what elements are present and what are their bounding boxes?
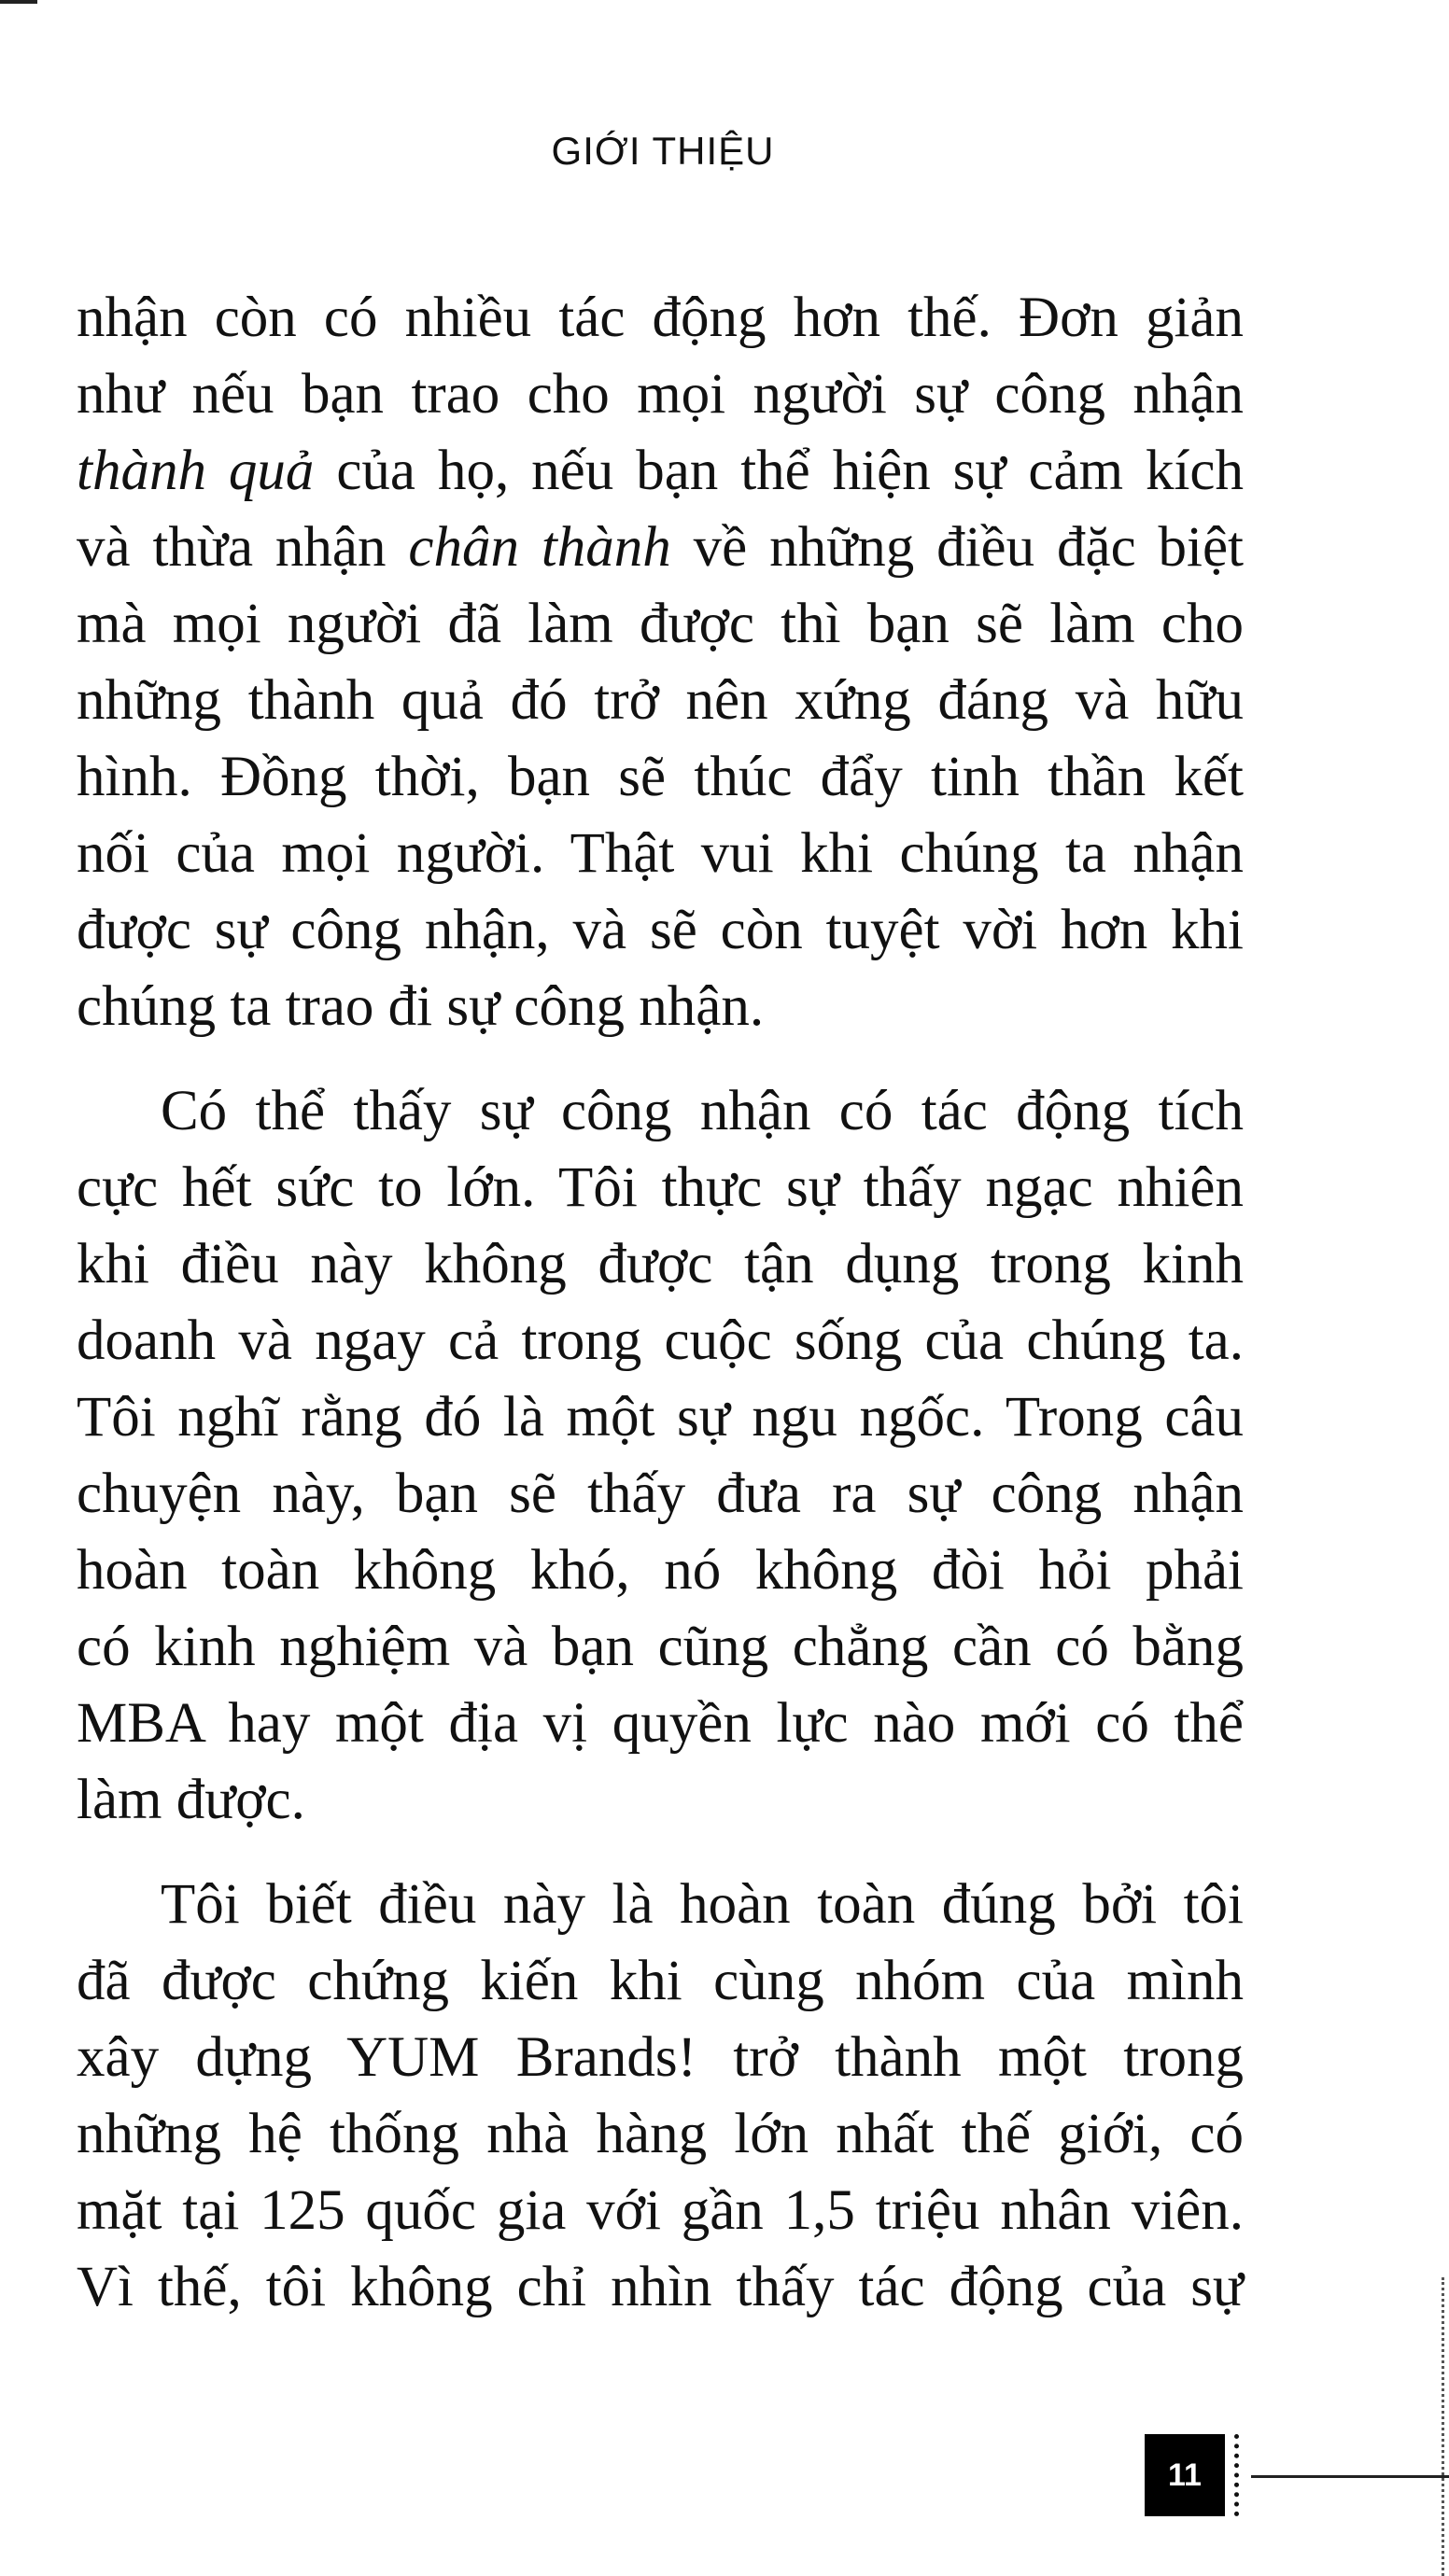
- text-line: như nếu bạn trao cho mọi người sự công nhận: [77, 363, 1244, 426]
- text-line: hình. Đồng thời, bạn sẽ thúc đẩy tinh thần kết: [77, 746, 1244, 808]
- paragraph-2: [77, 1073, 1244, 1839]
- text-line: có kinh nghiệm và bạn cũng chẳng cần có bằng: [77, 1616, 1244, 1678]
- text-fragment: và thừa nhận: [77, 516, 409, 579]
- text-line: [77, 510, 1244, 586]
- text-line: [77, 433, 1244, 510]
- text-line: những hệ thống nhà hàng lớn nhất thế giới, có: [77, 2103, 1244, 2165]
- edge-rule: [1251, 2475, 1449, 2478]
- text-line: cực hết sức to lớn. Tôi thực sự thấy ngạc nhiên: [77, 1156, 1244, 1219]
- text-line: Vì thế, tôi không chỉ nhìn thấy tác động của sự: [77, 2256, 1244, 2318]
- text-line: chuyện này, bạn sẽ thấy đưa ra sự công nhận: [77, 1463, 1244, 1525]
- page-edge: [1442, 2277, 1447, 2576]
- text-line: doanh và ngay cả trong cuộc sống của chúng ta.: [77, 1309, 1244, 1372]
- text-line: nối của mọi người. Thật vui khi chúng ta nhận: [77, 822, 1244, 885]
- text-line: khi điều này không được tận dụng trong kinh: [77, 1233, 1244, 1295]
- text-line: MBA hay một địa vị quyền lực nào mới có thể: [77, 1692, 1244, 1755]
- text-line: Tôi biết điều này là hoàn toàn đúng bởi tôi: [161, 1873, 1244, 1936]
- paragraph-3: [77, 1867, 1244, 2326]
- running-header: GIỚI THIỆU: [551, 129, 775, 173]
- text-line: xây dựng YUM Brands! trở thành một trong: [77, 2026, 1244, 2089]
- text-line: đã được chứng kiến khi cùng nhóm của mình: [77, 1950, 1244, 2012]
- paragraph-1: [77, 280, 1244, 1045]
- text-line: Có thể thấy sự công nhận có tác động tích: [161, 1080, 1244, 1142]
- text-line: hoàn toàn không khó, nó không đòi hỏi phải: [77, 1539, 1244, 1602]
- text-line: mà mọi người đã làm được thì bạn sẽ làm cho: [77, 593, 1244, 655]
- text-line: làm được.: [77, 1769, 305, 1831]
- text-line: Tôi nghĩ rằng đó là một sự ngu ngốc. Trong câu: [77, 1386, 1244, 1449]
- dotted-divider: [1234, 2434, 1239, 2516]
- italic-emphasis: chân thành: [408, 516, 671, 579]
- text-fragment: về những điều đặc biệt: [670, 516, 1244, 579]
- page-number: 11: [1145, 2434, 1225, 2516]
- text-line: những thành quả đó trở nên xứng đáng và hữu: [77, 669, 1244, 732]
- text-line: mặt tại 125 quốc gia với gần 1,5 triệu nhân viên.: [77, 2179, 1244, 2242]
- text-line: chúng ta trao đi sự công nhận.: [77, 975, 765, 1038]
- top-edge-mark: [0, 0, 37, 4]
- italic-emphasis: thành quả: [77, 440, 315, 502]
- text-line: được sự công nhận, và sẽ còn tuyệt vời hơn khi: [77, 899, 1244, 961]
- text-line: nhận còn có nhiều tác động hơn thế. Đơn giản: [77, 287, 1244, 349]
- body-text: [77, 280, 1244, 2326]
- text-fragment: của họ, nếu bạn thể hiện sự cảm kích: [314, 440, 1244, 502]
